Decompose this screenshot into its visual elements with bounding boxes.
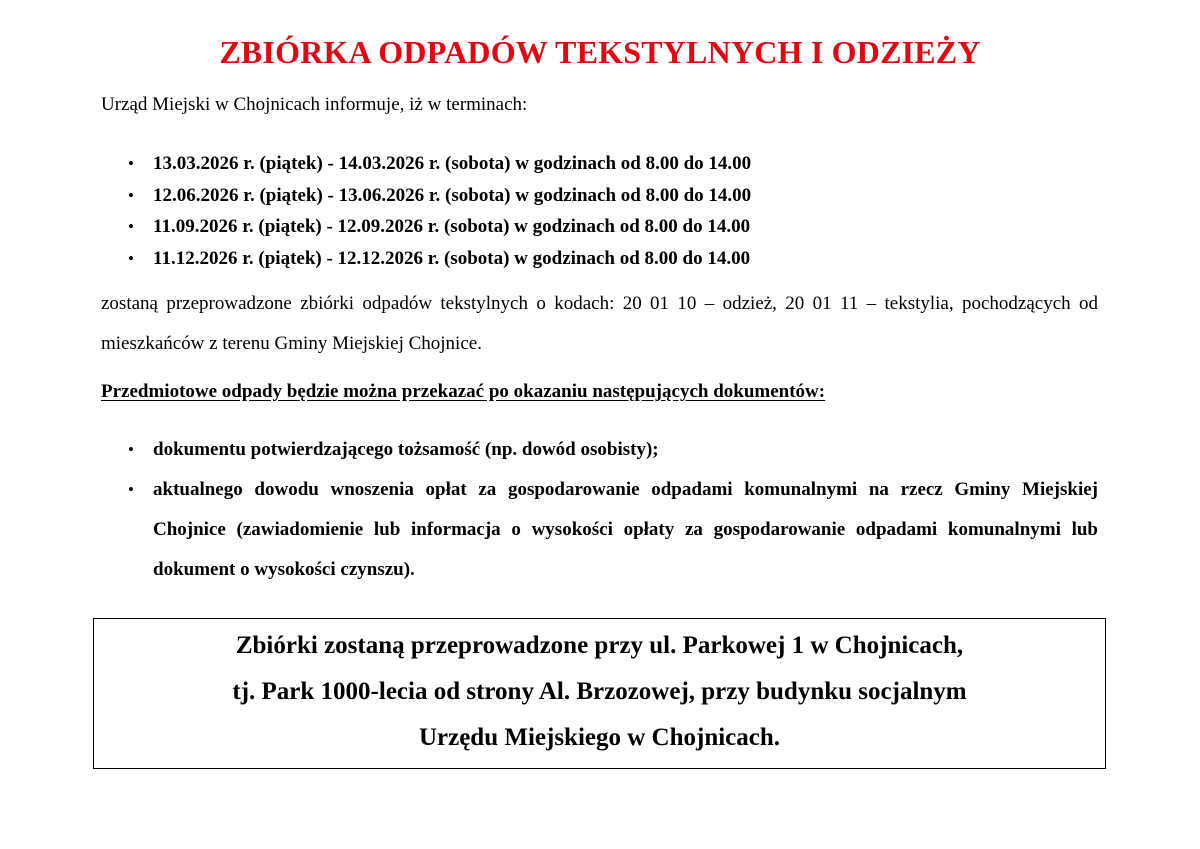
collection-date-item	[126, 243, 751, 275]
required-document-text: aktualnego dowodu wnoszenia opłat za gospodarowanie odpadami komunalnymi na rzecz Gminy Miejskiej Chojnice (zawiadomienie lub informacja o wysokości opłaty za gospodarowanie odpadami komunalnymi lub dokument o wysokości czynszu).	[153, 479, 1098, 580]
location-line: Zbiórki zostaną przeprowadzone przy ul. Parkowej 1 w Chojnicach,	[235, 632, 964, 659]
collection-date-text: 12.06.2026 r. (piątek) - 13.06.2026 r. (sobota) w godzinach od 8.00 do 14.00	[153, 184, 752, 206]
bullet-icon: •	[128, 248, 134, 268]
required-document-item	[126, 430, 1098, 470]
documents-heading: Przedmiotowe odpady będzie można przekazać po okazaniu następujących dokumentów:	[101, 381, 826, 402]
location-box	[93, 618, 1106, 769]
required-document-text: dokumentu potwierdzającego tożsamość (np. dowód osobisty);	[153, 439, 659, 460]
required-documents-list	[126, 430, 1098, 590]
bullet-icon: •	[128, 154, 134, 173]
collection-date-text: 11.12.2026 r. (piątek) - 12.12.2026 r. (sobota) w godzinach od 8.00 do 14.00	[153, 247, 751, 269]
bullet-icon: •	[128, 217, 134, 236]
bullet-icon: •	[128, 480, 134, 499]
bullet-icon: •	[128, 440, 134, 459]
intro-text: Urząd Miejski w Chojnicach informuje, iż w terminach:	[101, 94, 528, 115]
collection-date-text: 13.03.2026 r. (piątek) - 14.03.2026 r. (sobota) w godzinach od 8.00 do 14.00	[153, 153, 752, 174]
location-line: Urzędu Miejskiego w Chojnicach.	[418, 724, 781, 751]
collection-date-item	[126, 148, 751, 180]
collection-date-text: 11.09.2026 r. (piątek) - 12.09.2026 r. (sobota) w godzinach od 8.00 do 14.00	[153, 216, 751, 237]
bullet-icon: •	[128, 185, 134, 205]
collection-date-item	[126, 211, 751, 243]
collection-date-item	[126, 180, 751, 212]
collection-dates-list	[126, 148, 751, 274]
collection-description: zostaną przeprowadzone zbiórki odpadów tekstylnych o kodach: 20 01 10 – odzież, 20 01 11 – tekstylia, pochodzących od mieszkańców z terenu Gminy Miejskiej Chojnice.	[101, 293, 1098, 354]
page-title: ZBIÓRKA ODPADÓW TEKSTYLNYCH I ODZIEŻY	[219, 34, 981, 70]
location-line: tj. Park 1000-lecia od strony Al. Brzozowej, przy budynku socjalnym	[232, 678, 967, 705]
required-document-item	[126, 470, 1098, 590]
